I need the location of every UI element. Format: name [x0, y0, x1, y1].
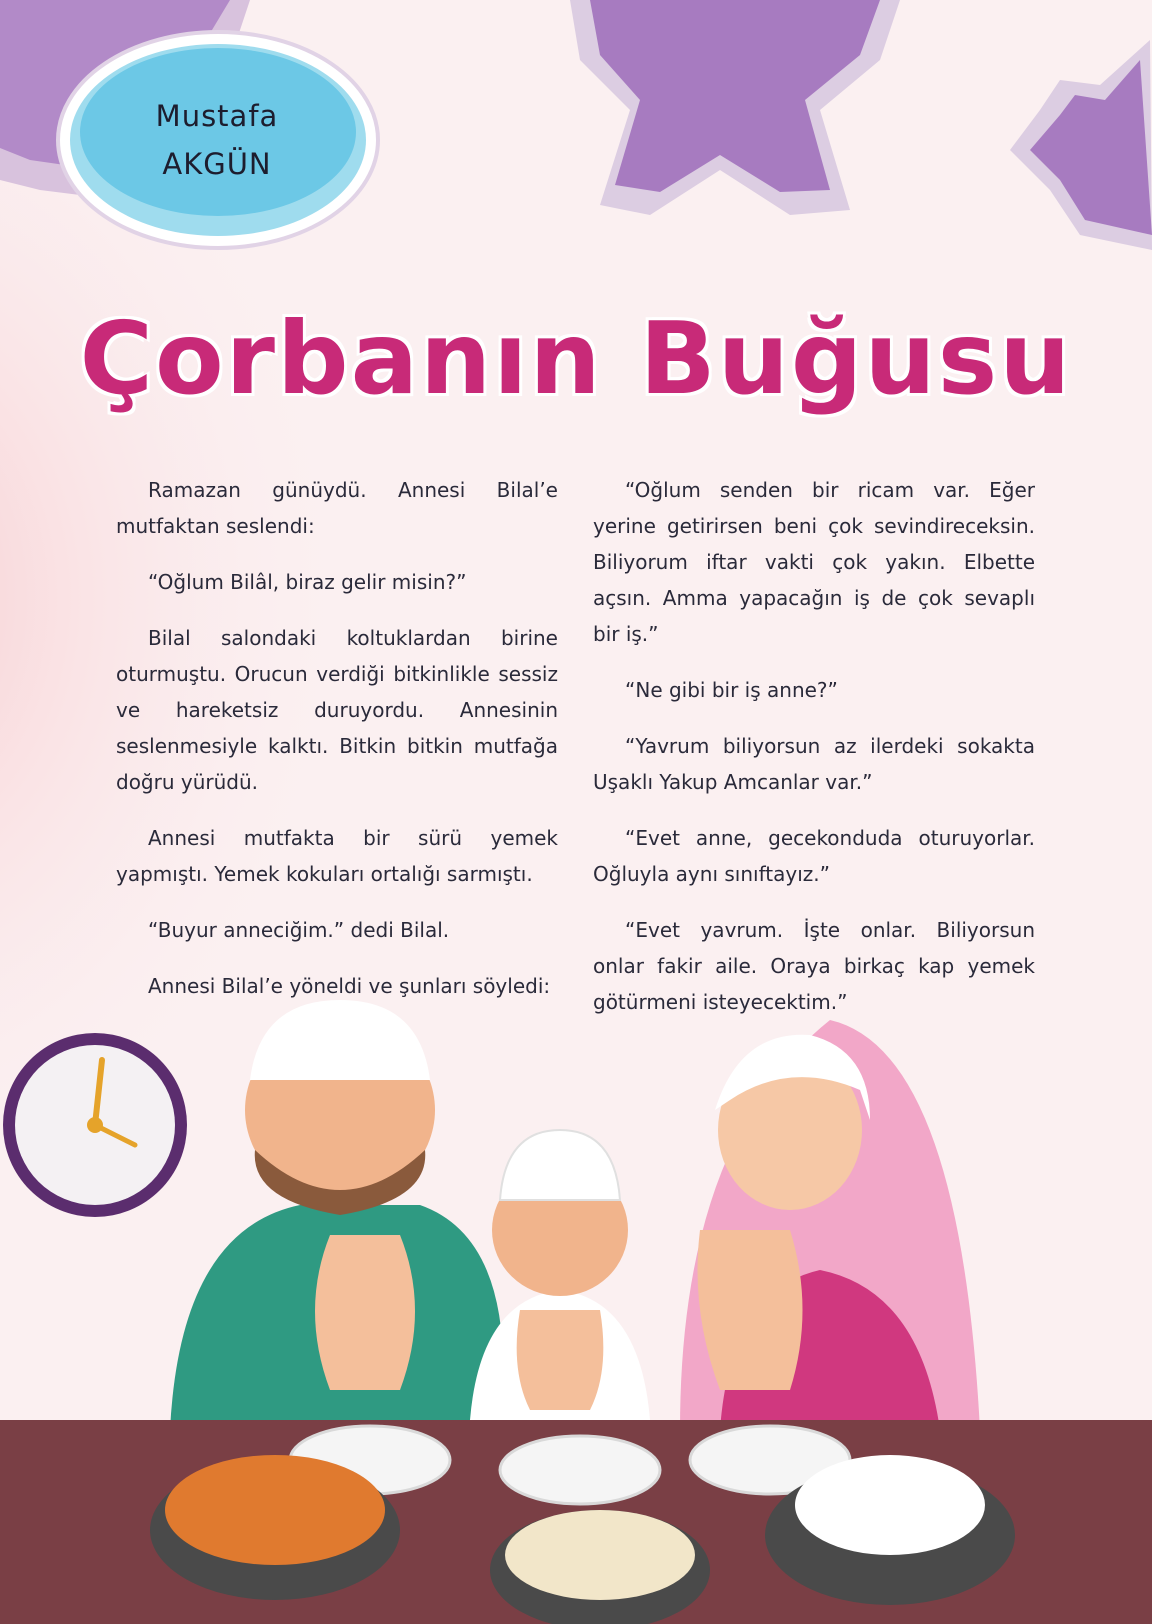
- text-column-left: [116, 472, 558, 1024]
- paragraph: “Oğlum Bilâl, biraz gelir misin?”: [148, 570, 467, 594]
- mother-figure: [680, 1020, 980, 1430]
- clock-icon: [3, 1033, 187, 1217]
- paragraph: Ramazan günüydü. Annesi Bilal’e mutfaktan seslendi:: [116, 478, 558, 538]
- paragraph: Annesi Bilal’e yöneldi ve şunları söyledi:: [148, 974, 551, 998]
- paragraph: “Yavrum biliyorsun az ilerdeki sokakta Uşaklı Yakup Amcanlar var.”: [593, 734, 1035, 794]
- text-column-right: [593, 472, 1035, 1040]
- paragraph: “Oğlum senden bir ricam var. Eğer yerine getirirsen beni çok sevindireceksin. Biliyorum iftar vakti çok yakın. Elbette açsın. Amma yapacağın iş de çok sevaplı bir iş.”: [593, 478, 1035, 646]
- paragraph: “Ne gibi bir iş anne?”: [625, 678, 838, 702]
- paragraph: “Evet yavrum. İşte onlar. Biliyorsun onlar fakir aile. Oraya birkaç kap yemek götürmeni isteyecektim.”: [593, 918, 1035, 1014]
- dinner-table: [0, 1420, 1152, 1624]
- paragraph: “Evet anne, gecekonduda oturuyorlar. Oğluyla aynı sınıftayız.”: [593, 826, 1035, 886]
- father-figure: [170, 1000, 503, 1430]
- paragraph: Annesi mutfakta bir sürü yemek yapmıştı. Yemek kokuları ortalığı sarmıştı.: [116, 826, 558, 886]
- family-iftar-illustration: [0, 990, 1152, 1624]
- paragraph: Bilal salondaki koltuklardan birine oturmuştu. Orucun verdiği bitkinlikle sessiz ve hareketsiz duruyordu. Annesinin seslenmesiyle kalktı. Bitkin bitkin mutfağa doğru yürüdü.: [116, 626, 558, 794]
- boy-figure: [470, 1130, 650, 1420]
- author-first-name: Mustafa: [155, 99, 279, 133]
- story-title: Çorbanın Buğusu: [79, 300, 1073, 417]
- author-last-name: AKGÜN: [162, 147, 272, 181]
- author-name: [82, 52, 352, 228]
- paragraph: “Buyur anneciğim.” dedi Bilal.: [148, 918, 450, 942]
